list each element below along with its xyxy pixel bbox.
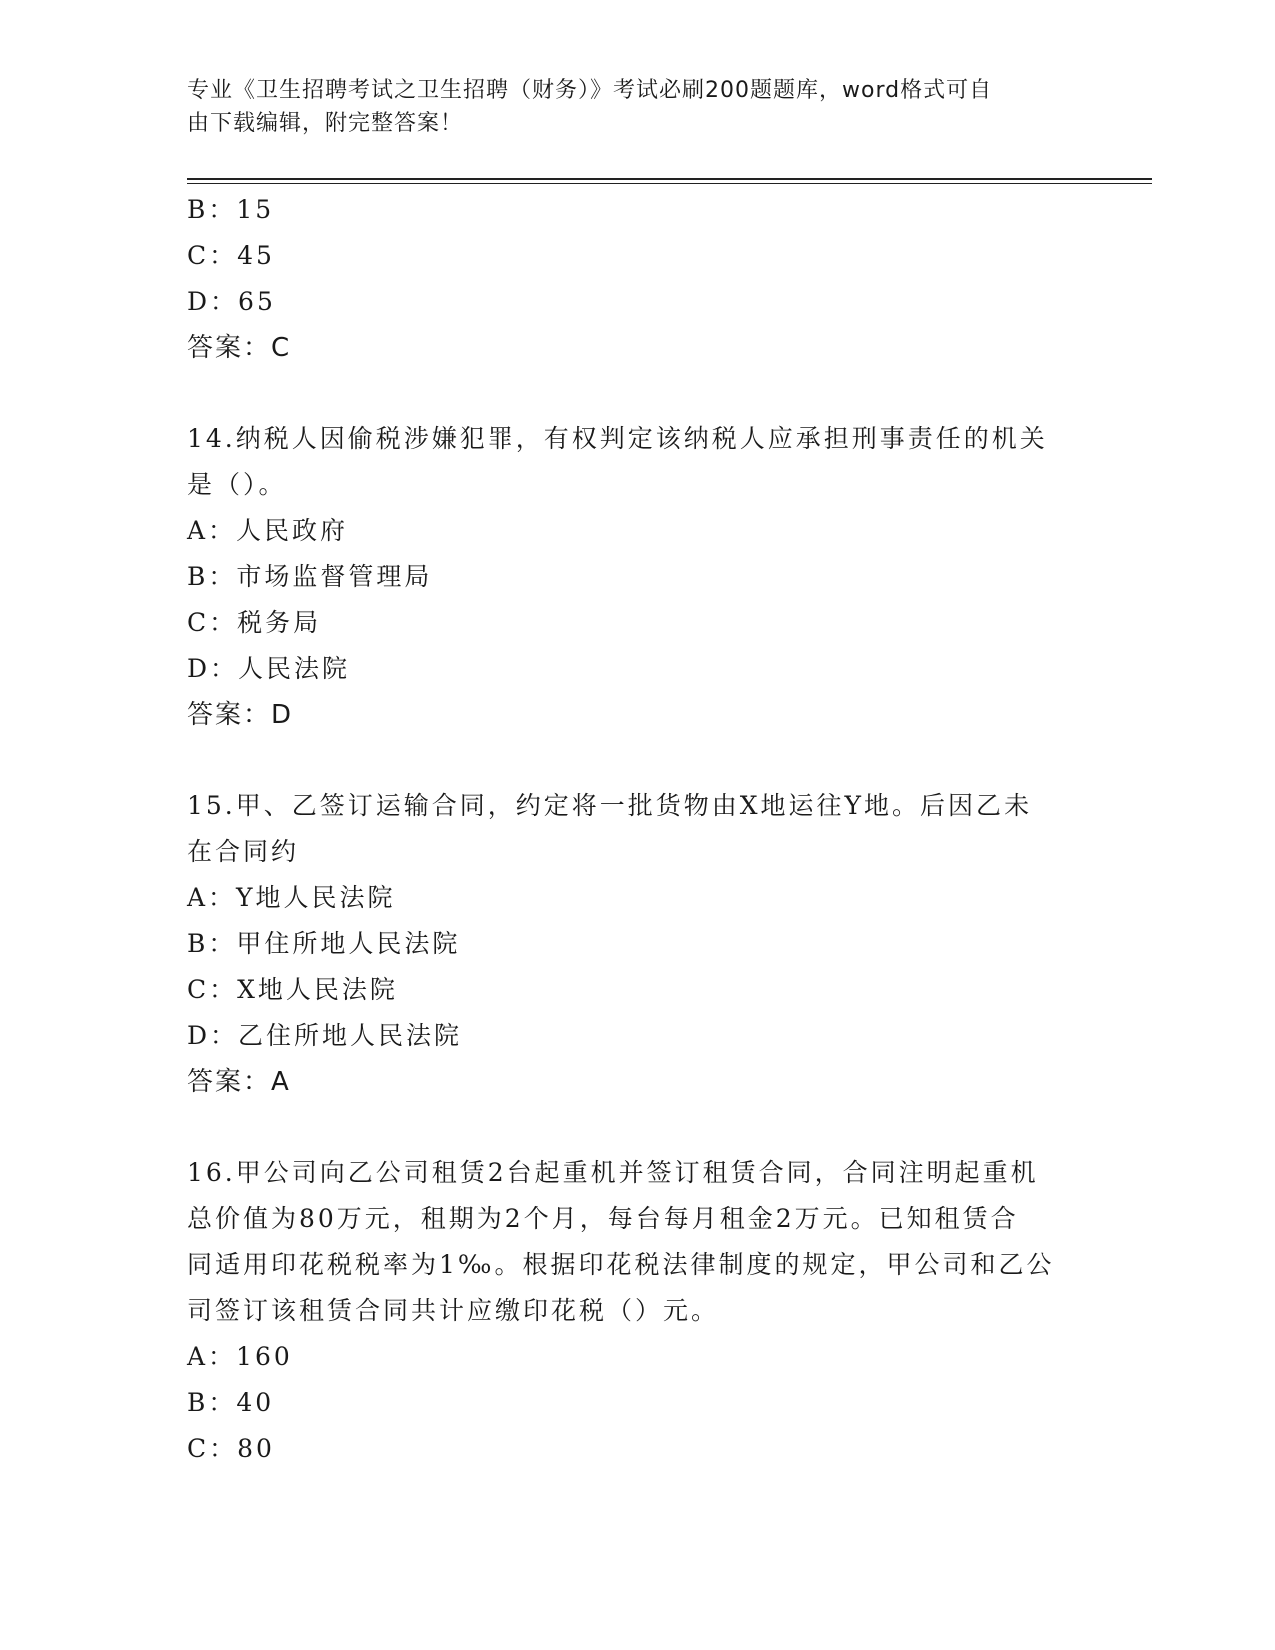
option-d: D：65 xyxy=(187,287,276,316)
question-13-tail xyxy=(187,187,1087,371)
header-divider-thin xyxy=(187,183,1152,184)
question-14 xyxy=(187,416,1087,738)
option-c: C：45 xyxy=(187,241,275,270)
option-b: B：市场监督管理局 xyxy=(187,562,433,591)
option-a: A：人民政府 xyxy=(187,516,349,545)
question-text-line-1: 16.甲公司向乙公司租赁2台起重机并签订租赁合同，合同注明起重机 xyxy=(187,1158,1039,1187)
answer: 答案：C xyxy=(187,333,292,363)
answer: 答案：D xyxy=(187,700,294,730)
question-16 xyxy=(187,1150,1087,1472)
question-15 xyxy=(187,783,1087,1105)
spacer xyxy=(187,1105,1087,1150)
spacer xyxy=(187,738,1087,783)
option-b: B：15 xyxy=(187,195,275,224)
question-text-line-1: 15.甲、乙签订运输合同，约定将一批货物由X地运往Y地。后因乙未 xyxy=(187,791,1033,820)
question-text-line-1: 14.纳税人因偷税涉嫌犯罪，有权判定该纳税人应承担刑事责任的机关 xyxy=(187,424,1048,453)
header-divider-thick xyxy=(187,178,1152,180)
option-d: D：人民法院 xyxy=(187,654,351,683)
header-line-2: 由下载编辑，附完整答案！ xyxy=(187,111,464,136)
question-text-line-2: 在合同约 xyxy=(187,837,300,866)
question-text-line-2: 是（）。 xyxy=(187,470,287,499)
question-text-line-3: 同适用印花税税率为1‰。根据印花税法律制度的规定，甲公司和乙公 xyxy=(187,1250,1055,1279)
option-d: D：乙住所地人民法院 xyxy=(187,1021,463,1050)
option-a: A：160 xyxy=(187,1342,293,1371)
option-b: B：40 xyxy=(187,1388,275,1417)
question-list xyxy=(187,187,1087,1472)
answer: 答案：A xyxy=(187,1067,291,1097)
spacer xyxy=(187,371,1087,416)
option-c: C：80 xyxy=(187,1434,275,1463)
option-c: C：税务局 xyxy=(187,608,322,637)
option-a: A：Y地人民法院 xyxy=(187,883,396,912)
option-c: C：X地人民法院 xyxy=(187,975,398,1004)
page-header xyxy=(187,74,1067,140)
header-line-1: 专业《卫生招聘考试之卫生招聘（财务）》考试必刷200题题库，word格式可自 xyxy=(187,78,993,103)
question-text-line-4: 司签订该租赁合同共计应缴印花税（）元。 xyxy=(187,1296,720,1325)
question-text-line-2: 总价值为80万元，租期为2个月，每台每月租金2万元。已知租赁合 xyxy=(187,1204,1019,1233)
option-b: B：甲住所地人民法院 xyxy=(187,929,461,958)
